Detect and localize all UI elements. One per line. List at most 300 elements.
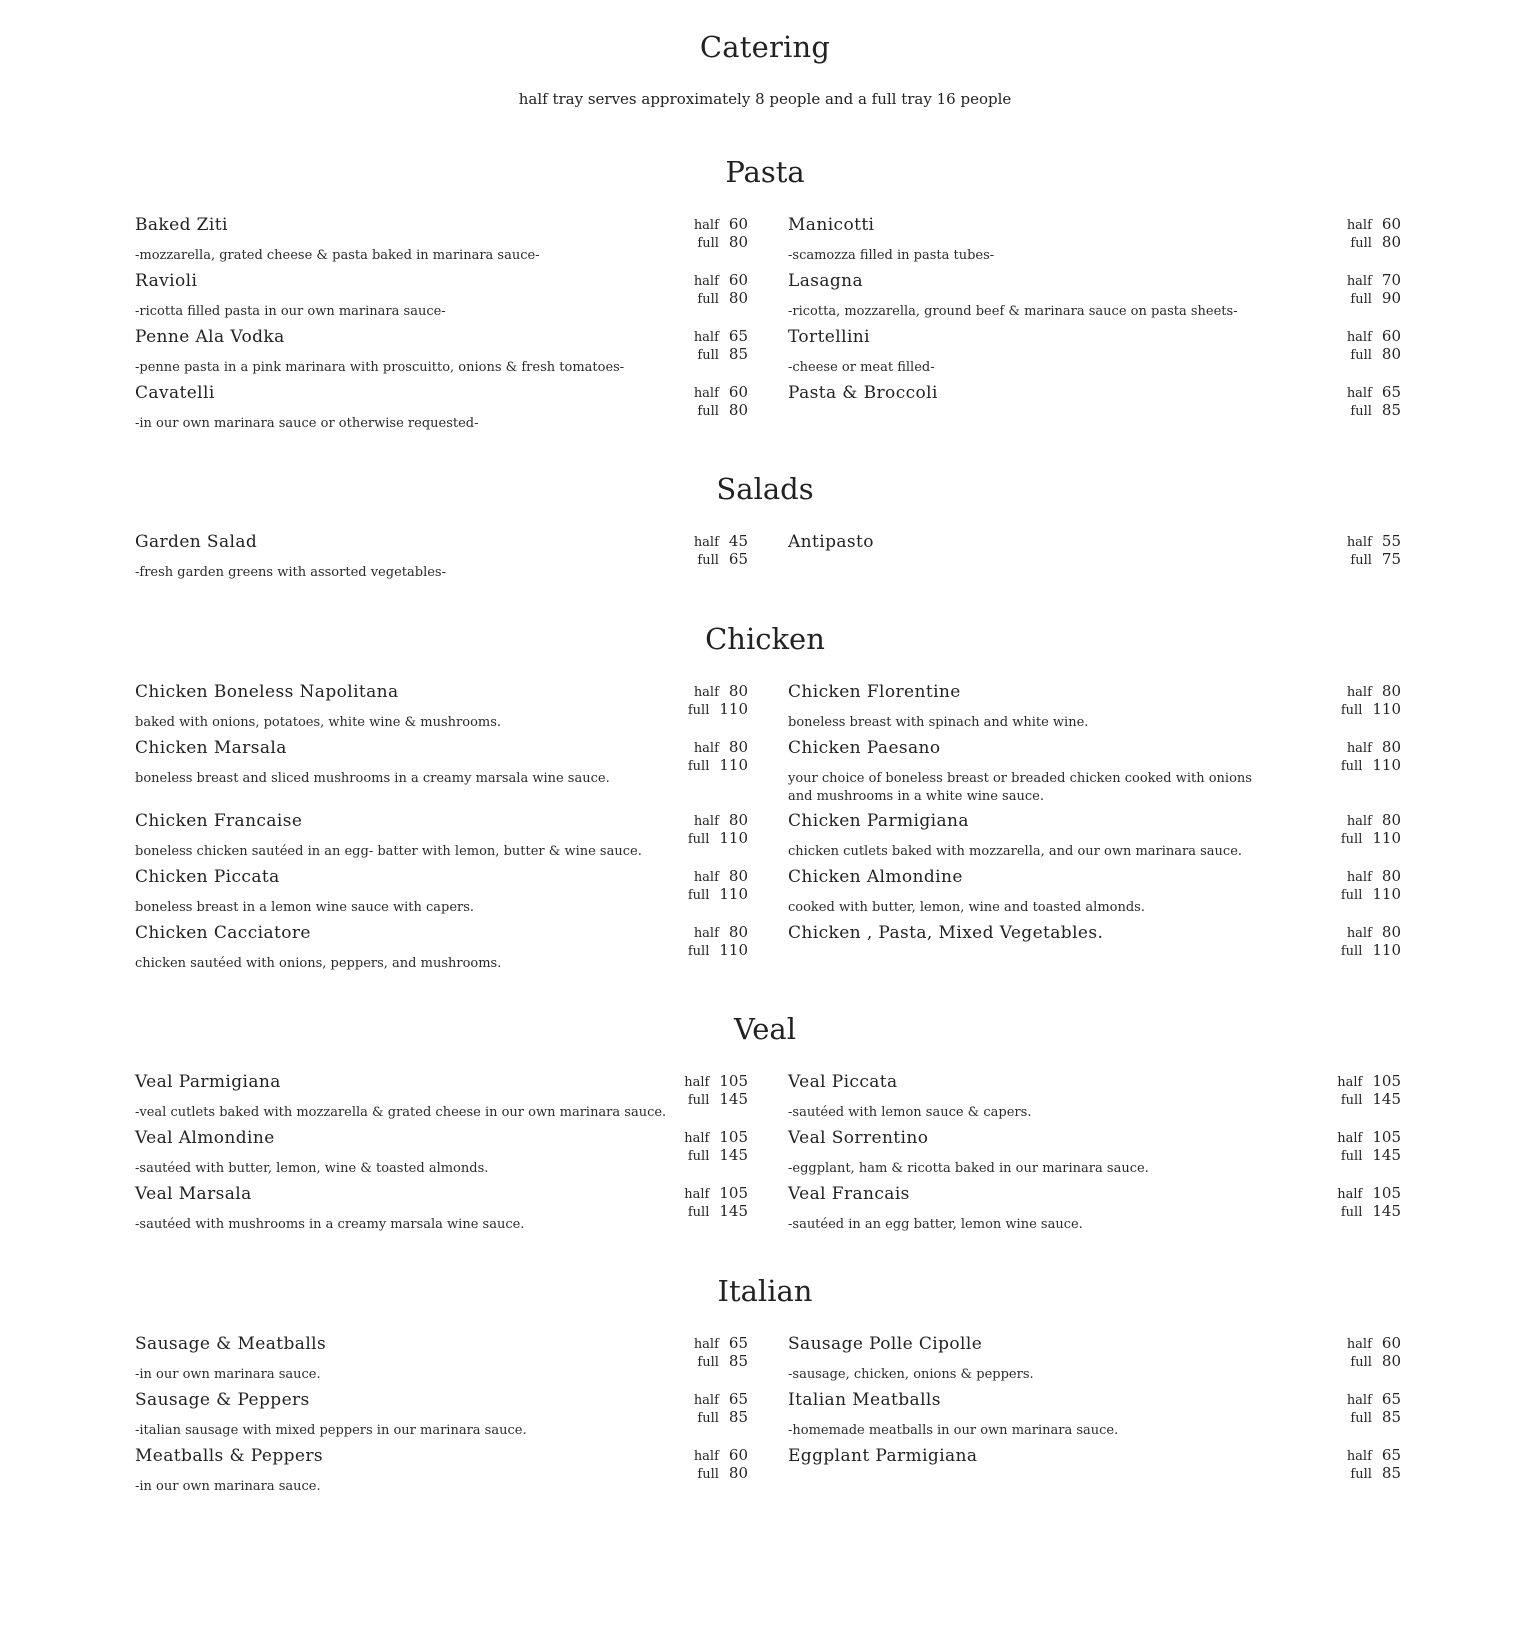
- price-label-full: full: [1340, 832, 1363, 847]
- price-value-half: 80: [728, 923, 748, 941]
- item-description: chicken sautéed with onions, peppers, and mushrooms.: [135, 956, 502, 971]
- price-label-full: full: [687, 1149, 710, 1164]
- price-label-full: full: [1350, 348, 1372, 363]
- price-row-full: [668, 1202, 748, 1220]
- price-value-half: 60: [1381, 215, 1401, 233]
- price-row-half: [1321, 923, 1401, 941]
- page-subtitle: half tray serves approximately 8 people and a full tray 16 people: [518, 90, 1012, 108]
- price-value-half: 105: [719, 1072, 748, 1090]
- price-row-full: [1321, 289, 1401, 307]
- price-row-full: [1321, 1146, 1401, 1164]
- item-name: Garden Salad: [135, 532, 258, 552]
- menu-item: [135, 1446, 748, 1502]
- price-list: [668, 383, 748, 419]
- price-label-half: half: [693, 926, 719, 941]
- price-list: [1321, 383, 1401, 419]
- price-row-full: [1321, 345, 1401, 363]
- price-list: [1321, 532, 1401, 568]
- price-row-full: [668, 1146, 748, 1164]
- price-label-half: half: [1346, 741, 1372, 756]
- price-row-half: [1321, 271, 1401, 289]
- price-list: [1321, 923, 1401, 959]
- price-row-half: [668, 923, 748, 941]
- item-name: Chicken Marsala: [135, 738, 287, 758]
- price-value-half: 80: [728, 738, 748, 756]
- menu-item: [135, 738, 748, 794]
- price-list: [668, 1390, 748, 1426]
- item-name: Manicotti: [788, 215, 875, 235]
- price-label-half: half: [1346, 926, 1372, 941]
- price-value-half: 60: [728, 383, 748, 401]
- price-value-full: 85: [728, 1408, 748, 1426]
- item-name: Penne Ala Vodka: [135, 327, 285, 347]
- price-row-full: [1321, 941, 1401, 959]
- item-name: Veal Piccata: [788, 1072, 898, 1092]
- menu-item: [788, 1072, 1401, 1128]
- price-row-half: [668, 811, 748, 829]
- price-row-full: [1321, 401, 1401, 419]
- item-name: Sausage & Peppers: [135, 1390, 310, 1410]
- item-description: your choice of boneless breast or breaded chicken cooked with onions and mushrooms in a white wine sauce.: [788, 771, 1252, 804]
- price-row-half: [668, 271, 748, 289]
- price-value-half: 80: [1381, 682, 1401, 700]
- price-row-half: [668, 383, 748, 401]
- section-title-pasta: Pasta: [725, 155, 805, 189]
- price-value-full: 110: [719, 829, 748, 847]
- price-label-full: full: [1340, 1093, 1363, 1108]
- price-list: [1321, 215, 1401, 251]
- price-value-full: 110: [1372, 941, 1401, 959]
- price-list: [668, 1446, 748, 1482]
- item-description: -sausage, chicken, onions & peppers.: [788, 1367, 1034, 1382]
- price-row-half: [1321, 1390, 1401, 1408]
- item-name: Pasta & Broccoli: [788, 383, 938, 403]
- price-list: [1321, 1184, 1401, 1220]
- menu-item: [788, 738, 1401, 804]
- price-value-full: 145: [719, 1202, 748, 1220]
- menu-item: [788, 1184, 1401, 1240]
- price-label-full: full: [687, 944, 710, 959]
- price-value-half: 65: [1381, 1390, 1401, 1408]
- menu-item: [135, 923, 748, 979]
- price-label-half: half: [1346, 535, 1372, 550]
- item-description: -penne pasta in a pink marinara with proscuitto, onions & fresh tomatoes-: [135, 360, 625, 375]
- price-value-half: 105: [1372, 1184, 1401, 1202]
- price-value-half: 60: [728, 271, 748, 289]
- price-value-full: 145: [719, 1146, 748, 1164]
- price-label-half: half: [693, 218, 719, 233]
- menu-item: [788, 327, 1401, 383]
- item-description: -italian sausage with mixed peppers in our marinara sauce.: [135, 1423, 527, 1438]
- price-row-half: [1321, 1446, 1401, 1464]
- price-value-full: 80: [728, 233, 748, 251]
- price-value-full: 85: [1381, 1408, 1401, 1426]
- price-value-half: 105: [1372, 1072, 1401, 1090]
- price-label-full: full: [1350, 1411, 1372, 1426]
- price-label-full: full: [1340, 703, 1363, 718]
- price-list: [1321, 867, 1401, 903]
- item-description: -eggplant, ham & ricotta baked in our marinara sauce.: [788, 1161, 1149, 1176]
- price-list: [668, 867, 748, 903]
- price-list: [668, 215, 748, 251]
- price-label-full: full: [697, 553, 719, 568]
- menu-item: [788, 923, 1401, 979]
- price-label-full: full: [687, 759, 710, 774]
- price-label-full: full: [687, 832, 710, 847]
- item-name: Baked Ziti: [135, 215, 228, 235]
- price-label-full: full: [687, 888, 710, 903]
- price-label-half: half: [1346, 330, 1372, 345]
- price-value-full: 85: [728, 345, 748, 363]
- item-description: -veal cutlets baked with mozzarella & grated cheese in our own marinara sauce.: [135, 1105, 667, 1120]
- price-row-half: [1321, 1334, 1401, 1352]
- price-value-full: 90: [1381, 289, 1401, 307]
- price-row-full: [668, 1464, 748, 1482]
- item-description: -scamozza filled in pasta tubes-: [788, 248, 995, 263]
- item-description: chicken cutlets baked with mozzarella, and our own marinara sauce.: [788, 844, 1243, 859]
- menu-item: [135, 271, 748, 327]
- price-label-full: full: [697, 1411, 719, 1426]
- menu-item: [788, 1390, 1401, 1446]
- price-list: [1321, 1390, 1401, 1426]
- price-value-half: 60: [728, 1446, 748, 1464]
- price-row-half: [668, 1184, 748, 1202]
- price-value-half: 65: [728, 1390, 748, 1408]
- price-label-full: full: [1350, 1355, 1372, 1370]
- price-row-full: [668, 756, 748, 774]
- price-label-half: half: [693, 870, 719, 885]
- price-label-full: full: [687, 703, 710, 718]
- price-value-full: 110: [719, 941, 748, 959]
- price-value-half: 45: [728, 532, 748, 550]
- item-description: -in our own marinara sauce.: [135, 1367, 321, 1382]
- item-name: Chicken Piccata: [135, 867, 280, 887]
- price-row-half: [668, 682, 748, 700]
- section-title-chicken: Chicken: [705, 622, 825, 656]
- item-description: -homemade meatballs in our own marinara sauce.: [788, 1423, 1119, 1438]
- price-label-half: half: [693, 1449, 719, 1464]
- price-row-full: [668, 401, 748, 419]
- price-row-half: [1321, 1128, 1401, 1146]
- price-label-half: half: [1337, 1075, 1363, 1090]
- price-list: [668, 271, 748, 307]
- menu-item: [788, 811, 1401, 867]
- price-list: [1321, 738, 1401, 774]
- item-description: -ricotta, mozzarella, ground beef & marinara sauce on pasta sheets-: [788, 304, 1238, 319]
- price-label-full: full: [1340, 944, 1363, 959]
- price-label-full: full: [697, 348, 719, 363]
- item-name: Chicken Parmigiana: [788, 811, 969, 831]
- price-label-half: half: [1337, 1187, 1363, 1202]
- menu-item: [135, 215, 748, 271]
- price-row-half: [668, 1334, 748, 1352]
- menu-item: [135, 1390, 748, 1446]
- price-label-full: full: [697, 1467, 719, 1482]
- menu-item: [135, 1128, 748, 1184]
- item-description: -in our own marinara sauce.: [135, 1479, 321, 1494]
- price-row-full: [1321, 829, 1401, 847]
- price-label-full: full: [1350, 553, 1372, 568]
- price-list: [1321, 1128, 1401, 1164]
- price-label-half: half: [693, 274, 719, 289]
- price-label-full: full: [687, 1205, 710, 1220]
- price-label-full: full: [1350, 404, 1372, 419]
- menu-item: [788, 215, 1401, 271]
- menu-item: [788, 383, 1401, 439]
- menu-item: [135, 811, 748, 867]
- item-name: Veal Francais: [788, 1184, 910, 1204]
- price-row-full: [1321, 1352, 1401, 1370]
- price-label-half: half: [693, 330, 719, 345]
- price-label-full: full: [1340, 1149, 1363, 1164]
- item-name: Antipasto: [788, 532, 874, 552]
- item-description: -sautéed with mushrooms in a creamy marsala wine sauce.: [135, 1217, 525, 1232]
- price-value-half: 65: [728, 327, 748, 345]
- price-row-full: [1321, 1202, 1401, 1220]
- price-row-half: [1321, 383, 1401, 401]
- price-label-half: half: [1346, 1449, 1372, 1464]
- price-value-full: 80: [1381, 345, 1401, 363]
- price-row-half: [1321, 867, 1401, 885]
- price-list: [668, 738, 748, 774]
- price-label-half: half: [693, 741, 719, 756]
- price-label-half: half: [684, 1187, 710, 1202]
- price-list: [668, 327, 748, 363]
- price-value-full: 80: [728, 401, 748, 419]
- item-name: Chicken Cacciatore: [135, 923, 311, 943]
- price-label-full: full: [1350, 1467, 1372, 1482]
- price-value-half: 105: [719, 1128, 748, 1146]
- price-row-full: [668, 829, 748, 847]
- item-description: -ricotta filled pasta in our own marinara sauce-: [135, 304, 446, 319]
- price-row-half: [1321, 215, 1401, 233]
- price-list: [1321, 327, 1401, 363]
- price-row-half: [1321, 532, 1401, 550]
- item-name: Veal Almondine: [135, 1128, 275, 1148]
- item-name: Chicken Almondine: [788, 867, 963, 887]
- price-list: [1321, 1446, 1401, 1482]
- menu-item: [135, 532, 748, 588]
- price-value-full: 110: [719, 700, 748, 718]
- item-description: boneless breast with spinach and white wine.: [788, 715, 1089, 730]
- price-row-full: [668, 233, 748, 251]
- section-title-salads: Salads: [716, 472, 814, 506]
- item-name: Lasagna: [788, 271, 864, 291]
- price-value-half: 105: [1372, 1128, 1401, 1146]
- item-name: Chicken , Pasta, Mixed Vegetables.: [788, 923, 1104, 943]
- price-value-half: 80: [1381, 867, 1401, 885]
- price-value-half: 80: [728, 682, 748, 700]
- price-row-half: [668, 1072, 748, 1090]
- price-value-full: 80: [728, 1464, 748, 1482]
- price-value-half: 80: [728, 867, 748, 885]
- item-description: -sautéed with butter, lemon, wine & toasted almonds.: [135, 1161, 489, 1176]
- price-row-half: [1321, 1184, 1401, 1202]
- price-label-half: half: [693, 1393, 719, 1408]
- item-description: -in our own marinara sauce or otherwise requested-: [135, 416, 479, 431]
- price-value-half: 80: [728, 811, 748, 829]
- price-label-full: full: [697, 404, 719, 419]
- price-row-full: [668, 1408, 748, 1426]
- item-description: -mozzarella, grated cheese & pasta baked in marinara sauce-: [135, 248, 540, 263]
- price-label-half: half: [1346, 218, 1372, 233]
- price-row-half: [1321, 327, 1401, 345]
- price-row-full: [1321, 1464, 1401, 1482]
- price-label-half: half: [684, 1131, 710, 1146]
- item-name: Chicken Paesano: [788, 738, 941, 758]
- price-list: [1321, 271, 1401, 307]
- price-label-half: half: [1337, 1131, 1363, 1146]
- price-value-half: 80: [1381, 738, 1401, 756]
- price-value-full: 110: [719, 885, 748, 903]
- menu-item: [788, 1446, 1401, 1502]
- price-label-full: full: [1340, 759, 1363, 774]
- price-row-full: [668, 941, 748, 959]
- price-row-half: [668, 532, 748, 550]
- price-row-full: [668, 1352, 748, 1370]
- item-name: Tortellini: [788, 327, 870, 347]
- price-value-half: 80: [1381, 811, 1401, 829]
- menu-item: [788, 867, 1401, 923]
- item-name: Veal Sorrentino: [788, 1128, 929, 1148]
- menu-item: [135, 1072, 748, 1128]
- price-row-half: [668, 1446, 748, 1464]
- item-description: baked with onions, potatoes, white wine & mushrooms.: [135, 715, 502, 730]
- price-value-half: 80: [1381, 923, 1401, 941]
- section-title-veal: Veal: [733, 1012, 796, 1046]
- price-label-full: full: [697, 236, 719, 251]
- price-value-half: 65: [1381, 1446, 1401, 1464]
- price-row-half: [668, 215, 748, 233]
- price-value-full: 110: [1372, 756, 1401, 774]
- item-name: Italian Meatballs: [788, 1390, 941, 1410]
- price-label-full: full: [1340, 888, 1363, 903]
- item-description: boneless breast and sliced mushrooms in a creamy marsala wine sauce.: [135, 771, 610, 786]
- price-value-full: 110: [1372, 829, 1401, 847]
- item-description: -cheese or meat filled-: [788, 360, 935, 375]
- price-row-full: [1321, 550, 1401, 568]
- menu-item: [788, 532, 1401, 588]
- price-label-half: half: [693, 535, 719, 550]
- price-row-half: [668, 738, 748, 756]
- price-list: [668, 1184, 748, 1220]
- price-label-half: half: [1346, 1393, 1372, 1408]
- price-label-full: full: [697, 292, 719, 307]
- menu-item: [135, 867, 748, 923]
- price-label-half: half: [693, 685, 719, 700]
- price-label-half: half: [693, 814, 719, 829]
- price-row-full: [668, 885, 748, 903]
- price-row-full: [1321, 756, 1401, 774]
- price-list: [668, 1072, 748, 1108]
- price-value-half: 55: [1381, 532, 1401, 550]
- price-value-full: 65: [728, 550, 748, 568]
- price-value-half: 70: [1381, 271, 1401, 289]
- price-value-full: 145: [719, 1090, 748, 1108]
- price-row-full: [668, 700, 748, 718]
- item-name: Eggplant Parmigiana: [788, 1446, 978, 1466]
- item-name: Chicken Francaise: [135, 811, 303, 831]
- price-row-half: [668, 867, 748, 885]
- price-value-full: 75: [1381, 550, 1401, 568]
- price-row-full: [1321, 233, 1401, 251]
- menu-item: [135, 327, 748, 383]
- item-description: boneless breast in a lemon wine sauce with capers.: [135, 900, 475, 915]
- price-label-full: full: [687, 1093, 710, 1108]
- menu-item: [135, 383, 748, 439]
- price-row-full: [668, 1090, 748, 1108]
- price-value-full: 110: [719, 756, 748, 774]
- price-value-full: 85: [1381, 401, 1401, 419]
- price-row-full: [1321, 885, 1401, 903]
- item-description: -sautéed with lemon sauce & capers.: [788, 1105, 1032, 1120]
- price-value-full: 85: [728, 1352, 748, 1370]
- item-name: Sausage & Meatballs: [135, 1334, 327, 1354]
- item-name: Meatballs & Peppers: [135, 1446, 324, 1466]
- menu-item: [788, 271, 1401, 327]
- price-value-half: 65: [1381, 383, 1401, 401]
- price-row-full: [668, 345, 748, 363]
- price-row-full: [668, 289, 748, 307]
- price-label-half: half: [1346, 1337, 1372, 1352]
- price-row-half: [1321, 811, 1401, 829]
- item-description: boneless chicken sautéed in an egg- batter with lemon, butter & wine sauce.: [135, 844, 642, 859]
- price-value-half: 60: [1381, 1334, 1401, 1352]
- item-name: Ravioli: [135, 271, 198, 291]
- price-value-full: 145: [1372, 1146, 1401, 1164]
- price-label-half: half: [693, 386, 719, 401]
- price-label-half: half: [1346, 386, 1372, 401]
- page-title: Catering: [699, 30, 831, 64]
- price-label-full: full: [1350, 292, 1372, 307]
- menu-item: [135, 1184, 748, 1240]
- price-label-half: half: [684, 1075, 710, 1090]
- price-value-half: 65: [728, 1334, 748, 1352]
- price-value-full: 110: [1372, 885, 1401, 903]
- price-list: [668, 923, 748, 959]
- price-value-half: 105: [719, 1184, 748, 1202]
- price-value-half: 60: [728, 215, 748, 233]
- price-value-half: 60: [1381, 327, 1401, 345]
- price-value-full: 80: [1381, 233, 1401, 251]
- price-label-half: half: [1346, 870, 1372, 885]
- menu-item: [135, 682, 748, 738]
- item-name: Veal Marsala: [135, 1184, 252, 1204]
- price-list: [668, 1334, 748, 1370]
- price-list: [668, 811, 748, 847]
- price-list: [668, 682, 748, 718]
- price-list: [1321, 811, 1401, 847]
- price-row-half: [1321, 1072, 1401, 1090]
- price-row-full: [1321, 1408, 1401, 1426]
- item-name: Chicken Florentine: [788, 682, 961, 702]
- item-description: cooked with butter, lemon, wine and toasted almonds.: [788, 900, 1145, 915]
- price-row-full: [1321, 1090, 1401, 1108]
- item-description: -sautéed in an egg batter, lemon wine sauce.: [788, 1217, 1083, 1232]
- price-label-full: full: [1340, 1205, 1363, 1220]
- price-row-half: [668, 1390, 748, 1408]
- price-row-full: [1321, 700, 1401, 718]
- item-name: Chicken Boneless Napolitana: [135, 682, 399, 702]
- price-value-full: 110: [1372, 700, 1401, 718]
- price-label-full: full: [697, 1355, 719, 1370]
- menu-item: [788, 682, 1401, 738]
- price-row-half: [668, 1128, 748, 1146]
- price-label-half: half: [693, 1337, 719, 1352]
- menu-item: [788, 1128, 1401, 1184]
- price-label-half: half: [1346, 814, 1372, 829]
- price-value-full: 85: [1381, 1464, 1401, 1482]
